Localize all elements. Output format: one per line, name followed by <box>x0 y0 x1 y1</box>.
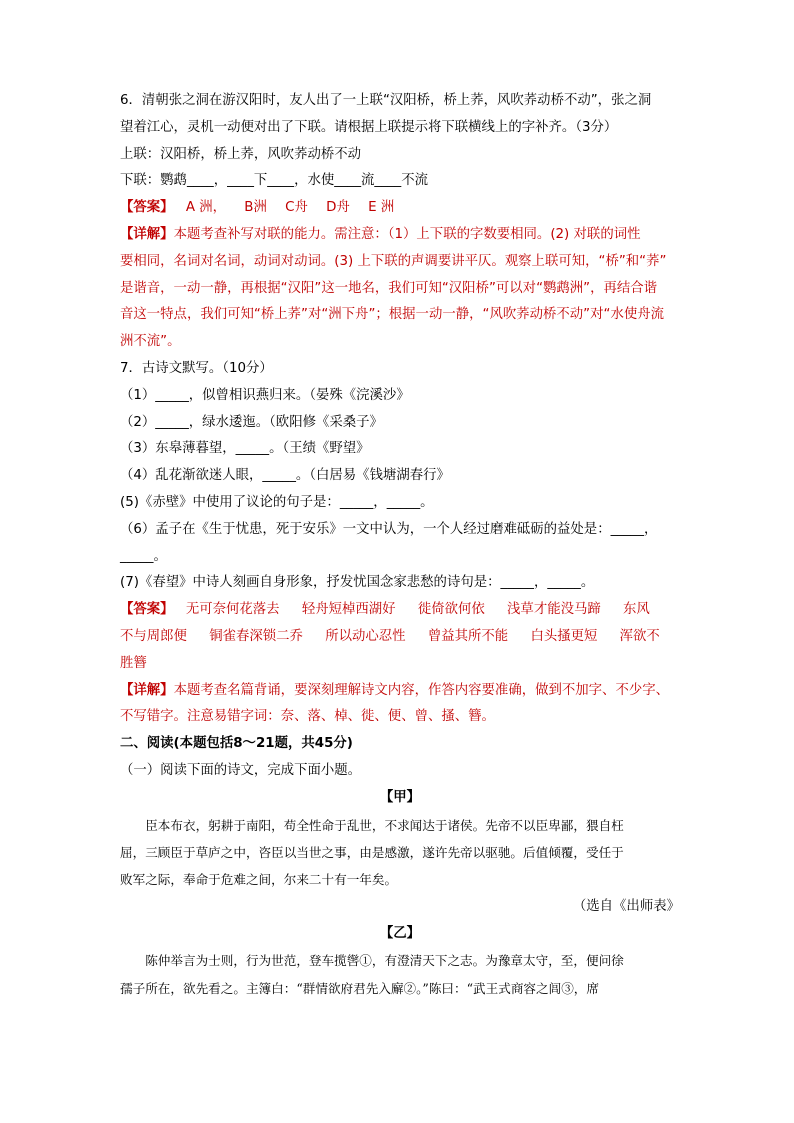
q7-item: （2）_____，绿水逶迤。（欧阳修《采桑子》 <box>120 414 383 430</box>
q6-detail-line: 音这一特点，我们可知“桥上荞”对“洲下舟”；根据一动一静，“风吹荞动桥不动”对“水使舟流 <box>120 307 665 323</box>
answer-item: 浅草才能没马蹄 <box>507 602 601 618</box>
q7-item: (5)《赤壁》中使用了议论的句子是：_____，_____。 <box>120 494 434 510</box>
q6-detail-line: 是谐音，一动一静，再根据“汉阳”这一地名，我们可知“汉阳桥”可以对“鹦鹉洲”，再结合谐 <box>120 280 658 296</box>
q7-detail-line: 不写错字。注意易错字词：奈、落、棹、徙、便、曾、搔、簪。 <box>120 709 495 725</box>
section-subheading: （一）阅读下面的诗文，完成下面小题。 <box>120 762 362 778</box>
passage-jia-line: 败军之际，奉命于危难之间，尔来二十有一年矣。 <box>120 872 398 888</box>
q7-item: _____。 <box>120 548 167 564</box>
answer-item: 白头搔更短 <box>530 628 598 644</box>
q7-item: （3）东皋薄暮望，_____。（王绩《野望》 <box>120 441 370 457</box>
q7-item: （1）_____，似曾相识燕归来。（晏殊《浣溪沙》 <box>120 387 410 403</box>
detail-text: 本题考查补写对联的能力。需注意：（1）上下联的字数要相同。(2) 对联的词性 <box>173 226 641 242</box>
q6-line-1: 6．清朝张之洞在游汉阳时，友人出了一上联“汉阳桥，桥上荞，风吹荞动桥不动”，张之洞 <box>120 93 652 108</box>
detail-text: 本题考查名篇背诵，要深刻理解诗文内容，作答内容要准确，做到不加字、不少字、 <box>173 682 670 698</box>
answer-item: 不与周郎便 <box>120 628 187 644</box>
detail-label: 【详解】 <box>120 682 174 698</box>
passage-jia-source: （选自《出师表》 <box>572 898 680 914</box>
answer-item: 浑欲不 <box>619 628 660 644</box>
q6-line-2: 望着江心，灵机一动便对出了下联。请根据上联提示将下联横线上的字补齐。（3分） <box>120 119 618 135</box>
section-heading: 二、阅读(本题包括8～21题，共45分) <box>120 736 353 752</box>
answer-item: C舟 <box>285 200 308 216</box>
answer-item: 铜雀春深锁二乔 <box>209 628 303 644</box>
q7-item: (7)《春望》中诗人刻画自身形象，抒发忧国念家悲愁的诗句是：_____，_____。 <box>120 575 595 591</box>
answer-item: 无可奈何花落去 <box>185 602 280 618</box>
q6-detail-line: 要相同，名词对名词，动词对动词。(3) 上下联的声调要讲平仄。观察上联可知，“桥”和“荞” <box>120 253 667 269</box>
detail-label: 【详解】 <box>120 226 174 242</box>
q6-lower-couplet: 下联：鹦鹉____，____下____，水使____流____不流 <box>120 173 428 189</box>
document-page <box>120 88 680 1002</box>
answer-item: 轻舟短棹西湖好 <box>301 602 396 618</box>
q7-item: （6）孟子在《生于忧患，死于安乐》一文中认为，一个人经过磨难砥砺的益处是：_____， <box>120 521 658 537</box>
passage-yi-line: 陈仲举言为士则，行为世范，登车揽辔①，有澄清天下之志。为豫章太守，至，便问徐 <box>145 953 624 969</box>
passage-yi-line: 孺子所在，欲先看之。主簿白：“群情欲府君先入廨②。”陈曰：“武王式商容之闾③，席 <box>120 980 599 996</box>
passage-jia-line: 臣本布衣，躬耕于南阳，苟全性命于乱世，不求闻达于诸侯。先帝不以臣卑鄙，猥自枉 <box>145 817 624 833</box>
passage-jia-line: 屈，三顾臣于草庐之中，咨臣以当世之事，由是感激，遂许先帝以驱驰。后值倾覆，受任于 <box>120 844 624 860</box>
answer-item: D舟 <box>326 200 350 216</box>
answer-label: 【答案】 <box>120 602 174 618</box>
answer-item: 徙倚欲何依 <box>417 602 485 618</box>
answer-label: 【答案】 <box>120 200 174 216</box>
q6-answer <box>120 195 680 222</box>
passage-jia-title: 【甲】 <box>379 789 421 805</box>
q6-detail-line: 洲不流”。 <box>120 334 181 350</box>
answer-item: 曾益其所不能 <box>427 628 509 644</box>
q7-answer-line-1 <box>120 597 680 624</box>
q7-detail-line <box>120 678 680 705</box>
answer-item: 所以动心忍性 <box>325 628 406 644</box>
q7-title: 7．古诗文默写。（10分） <box>120 360 273 376</box>
q7-answer-line-2 <box>120 624 680 651</box>
q7-answer-line-3: 胜簪 <box>120 655 147 671</box>
q6-detail-line <box>120 222 680 249</box>
answer-item: E 洲 <box>368 200 395 216</box>
answer-item: B洲 <box>244 200 267 216</box>
passage-yi-title: 【乙】 <box>379 925 421 941</box>
answer-item: 东风 <box>623 602 650 618</box>
q6-upper-couplet: 上联：汉阳桥，桥上荞，风吹荞动桥不动 <box>120 146 362 162</box>
q7-item: （4）乱花渐欲迷人眼，_____。（白居易《钱塘湖春行》 <box>120 468 450 484</box>
answer-item: A 洲， <box>185 200 227 216</box>
